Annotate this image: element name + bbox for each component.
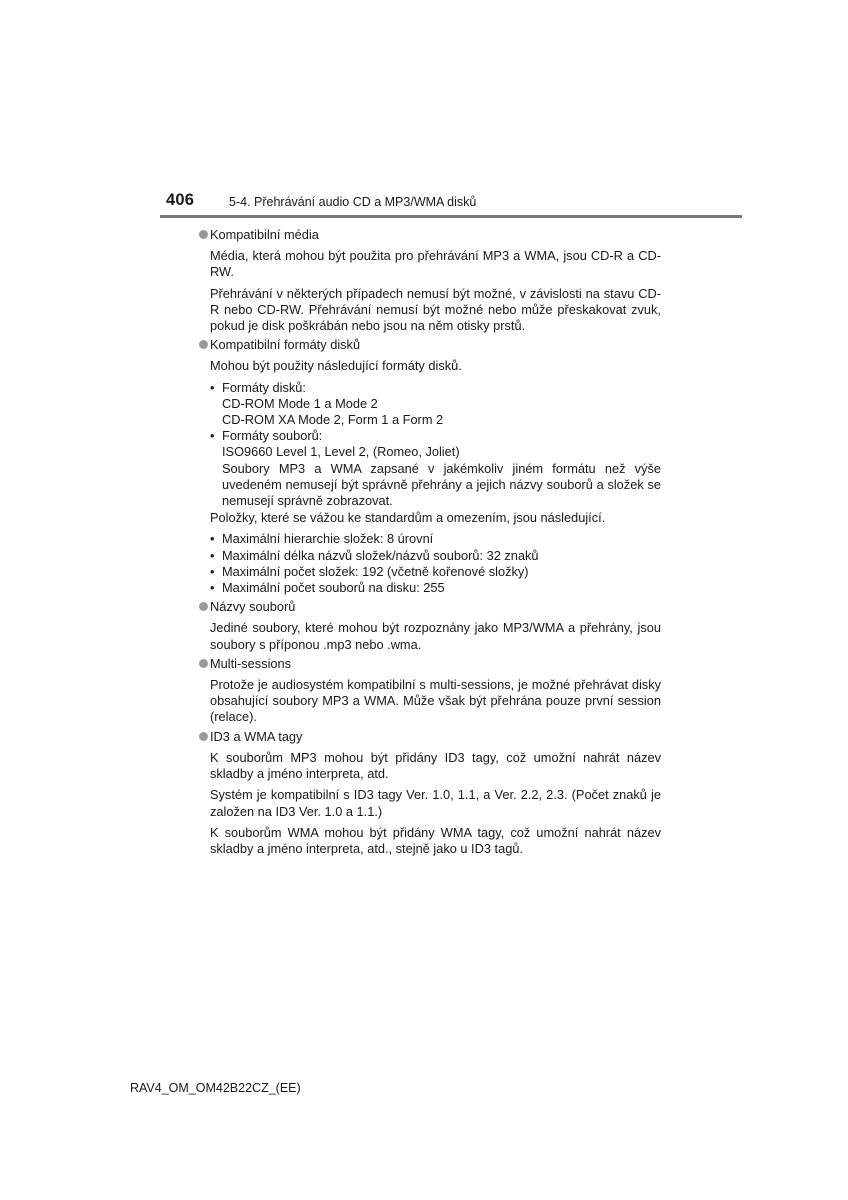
paragraph: Systém je kompatibilní s ID3 tagy Ver. 1.0, 1.1, a Ver. 2.2, 2.3. (Počet znaků je založen na ID3 Ver. 1.0 a 1.1.)	[210, 787, 661, 819]
list-item-line: CD-ROM Mode 1 a Mode 2	[222, 395, 378, 411]
list-item: • Maximální hierarchie složek: 8 úrovní	[210, 531, 661, 547]
chapter-title: 5-4. Přehrávání audio CD a MP3/WMA disků	[229, 195, 477, 209]
section-heading-text: Multi-sessions	[210, 655, 292, 671]
paragraph: K souborům MP3 mohou být přidány ID3 tagy, což umožní nahrát název skladby a jméno interpreta, atd.	[210, 749, 661, 782]
paragraph: K souborům WMA mohou být přidány WMA tagy, což umožní nahrát název skladby a jméno interpreta, atd., stejně jako u ID3 tagů.	[210, 824, 661, 856]
list-item-title: • Formáty disků:	[222, 379, 306, 395]
paragraph: Média, která mohou být použita pro přehrávání MP3 a WMA, jsou CD-R a CD-RW.	[210, 248, 661, 280]
paragraph: Mohou být použity následující formáty disků.	[210, 358, 462, 374]
section-heading-text: ID3 a WMA tagy	[210, 728, 303, 744]
list-item	[210, 428, 661, 509]
list-item: • Maximální počet souborů na disku: 255	[210, 580, 661, 596]
list-item	[210, 380, 661, 429]
header-divider	[160, 215, 742, 218]
paragraph: Přehrávání v některých případech nemusí být možné, v závislosti na stavu CD-R nebo CD-RW. Přehrávání nemusí být možné nebo může přeskakovat zvuk, pokud je disk poškrábán nebo jsou na něm otisky prstů.	[210, 285, 661, 334]
section-heading-names	[199, 599, 661, 615]
bullet-dot-icon	[199, 602, 208, 611]
page-number: 406	[166, 191, 195, 209]
limits-list	[210, 531, 661, 596]
main-content	[199, 224, 661, 857]
bullet-dot-icon	[199, 230, 208, 239]
section-heading-text: Kompatibilní formáty disků	[210, 337, 361, 353]
list-item-line: CD-ROM XA Mode 2, Form 1 a Form 2	[222, 412, 444, 428]
paragraph: Jediné soubory, které mohou být rozpoznány jako MP3/WMA a přehrány, jsou soubory s příponou .mp3 nebo .wma.	[210, 620, 661, 652]
document-code: RAV4_OM_OM42B22CZ_(EE)	[130, 1081, 301, 1095]
section-heading-multi	[199, 656, 661, 672]
list-item-title: • Formáty souborů:	[222, 428, 323, 444]
section-heading-text: Kompatibilní média	[210, 227, 319, 242]
list-item: • Maximální délka názvů složek/názvů souborů: 32 znaků	[210, 548, 661, 564]
bullet-dot-icon	[199, 659, 208, 668]
section-heading-media	[199, 227, 661, 243]
list-item-line: Soubory MP3 a WMA zapsané v jakémkoliv jiném formátu než výše uvedeném nemusejí být správně přehrány a jejich názvy souborů a složek se nemusejí správně zobrazovat.	[222, 460, 661, 509]
bullet-dot-icon	[199, 340, 208, 349]
list-item-line: ISO9660 Level 1, Level 2, (Romeo, Joliet)	[222, 444, 460, 460]
paragraph: Protože je audiosystém kompatibilní s multi-sessions, je možné přehrávat disky obsahující soubory MP3 a WMA. Může však být přehrána pouze první session (relace).	[210, 677, 661, 725]
section-heading-formats	[199, 337, 661, 353]
paragraph: Položky, které se vážou ke standardům a omezením, jsou následující.	[210, 510, 606, 526]
list-item: • Maximální počet složek: 192 (včetně kořenové složky)	[210, 564, 661, 580]
bullet-dot-icon	[199, 732, 208, 741]
section-heading-text: Názvy souborů	[210, 599, 296, 615]
format-list	[210, 380, 661, 510]
section-heading-id3	[199, 729, 661, 745]
